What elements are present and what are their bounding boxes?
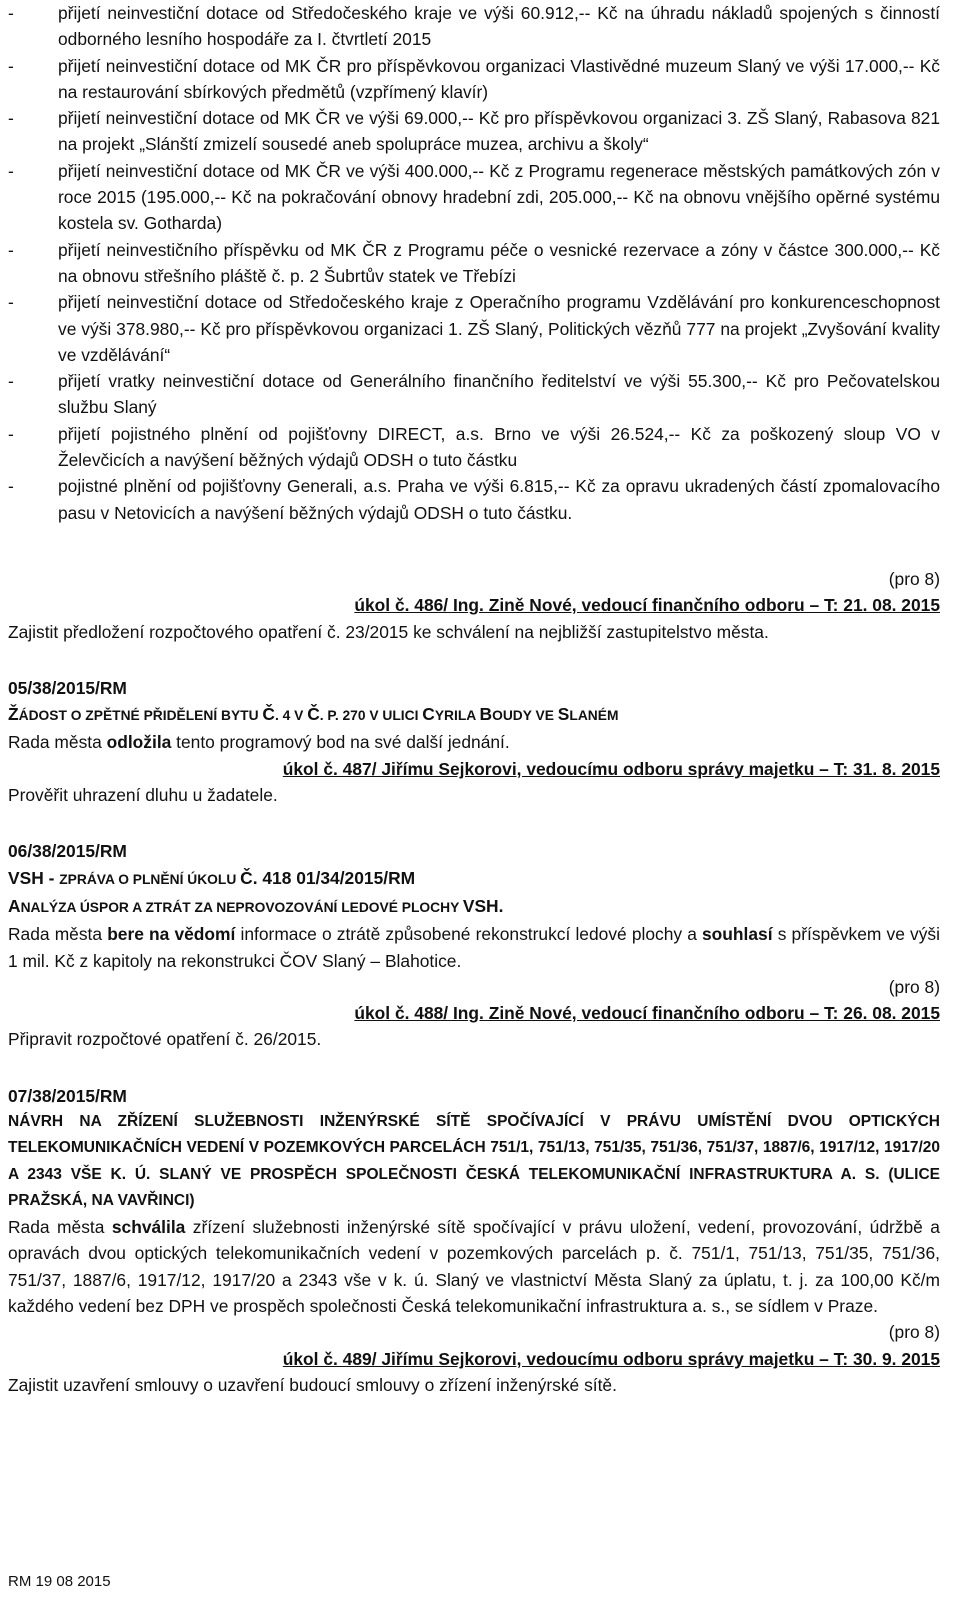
item-title: VSH - ZPRÁVA O PLNĚNÍ ÚKOLU Č. 418 01/34/2015/RM	[8, 867, 416, 888]
task-text: Připravit rozpočtové opatření č. 26/2015.	[8, 1029, 322, 1050]
task-assignment: úkol č. 489/ Jiřímu Sejkorovi, vedoucímu odboru správy majetku – T: 30. 9. 2015	[282, 1348, 940, 1369]
item-number: 06/38/2015/RM	[8, 841, 127, 862]
vote-count: (pro 8)	[888, 568, 940, 589]
task-text: Prověřit uhrazení dluhu u žadatele.	[8, 785, 278, 806]
task-assignment: úkol č. 487/ Jiřímu Sejkorovi, vedoucímu odboru správy majetku – T: 31. 8. 2015	[282, 758, 940, 779]
list-item: - přijetí neinvestičního příspěvku od MK ČR z Programu péče o vesnické rezervace a zóny v částce 300.000,-- Kč na obnovu střešního pláště č. p. 2 Šubrtův statek ve Třebízi	[8, 239, 940, 286]
item-subtitle: ANALÝZA ÚSPOR A ZTRÁT ZA NEPROVOZOVÁNÍ LEDOVÉ PLOCHY VSH.	[8, 895, 504, 916]
list-item: - přijetí pojistného plnění od pojišťovny DIRECT, a.s. Brno ve výši 26.524,-- Kč za poškozený sloup VO v Želevčicích a navýšení běžných výdajů ODSH o tuto částku	[8, 423, 940, 471]
vote-count: (pro 8)	[888, 1322, 940, 1343]
task-assignment: úkol č. 486/ Ing. Zině Nové, vedoucí finančního odboru – T: 21. 08. 2015	[354, 595, 940, 616]
item-body: Rada města odložila tento programový bod na své další jednání.	[8, 732, 510, 753]
page-footer: RM 19 08 2015	[8, 1573, 111, 1590]
list-item: - pojistné plnění od pojišťovny Generali, a.s. Praha ve výši 6.815,-- Kč za opravu ukradených částí zpomalovacího pasu v Netovicích a navýšení běžných výdajů ODSH o tuto částku.	[8, 476, 940, 523]
list-item: - přijetí vratky neinvestiční dotace od Generálního finančního ředitelství ve výši 55.300,-- Kč pro Pečovatelskou službu Slaný	[8, 371, 940, 418]
list-item: - přijetí neinvestiční dotace od MK ČR pro příspěvkovou organizaci Vlastivědné muzeum Slaný ve výši 17.000,-- Kč na restaurování sbírkových předmětů (vzpřímený klavír)	[8, 55, 940, 102]
document-page	[8, 0, 940, 1398]
task-text: Zajistit uzavření smlouvy o uzavření budoucí smlouvy o zřízení inženýrské sítě.	[8, 1374, 617, 1395]
list-item: - přijetí neinvestiční dotace od MK ČR ve výši 400.000,-- Kč z Programu regenerace městských památkových zón v roce 2015 (195.000,-- Kč na pokračování obnovy hradební zdi, 205.000,-- Kč na obnovu vnějšího opěrné systému kostela sv. Gotharda)	[8, 160, 940, 234]
item-title: ŽÁDOST O ZPĚTNÉ PŘIDĚLENÍ BYTU Č. 4 V Č. P. 270 V ULICI CYRILA BOUDY VE SLANÉM	[8, 704, 619, 725]
item-number: 05/38/2015/RM	[8, 677, 127, 698]
list-item: - přijetí neinvestiční dotace od Středočeského kraje z Operačního programu Vzdělávání pro konkurenceschopnost ve výši 378.980,-- Kč pro příspěvkovou organizaci 1. ZŠ Slaný, Politických vězňů 777 na projekt „Zvyšování kvality ve vzdělávání“	[8, 292, 940, 365]
task-text: Zajistit předložení rozpočtového opatření č. 23/2015 ke schválení na nejbližší zastupitelstvo města.	[8, 621, 769, 642]
item-body: Rada města schválila zřízení služebnosti inženýrské sítě spočívající v právu uložení, vedení, provozování, údržbě a opravách dvou optických telekomunikačních vedení v pozemkových parcelách p. č. 751/1, 751/13, 751/35, 751/36, 751/37, 1887/6, 1917/12, 1917/20 a 2343 vše v k. ú. Slaný ve vlastnictví Města Slaný za úplatu, t. j. za 100,00 Kč/m každého vedení bez DPH ve prospěch společnosti Česká telekomunikační infrastruktura a. s., se sídlem v Praze.	[8, 1217, 940, 1317]
item-title: NÁVRH NA ZŘÍZENÍ SLUŽEBNOSTI INŽENÝRSKÉ SÍTĚ SPOČÍVAJÍCÍ V PRÁVU UMÍSTĚNÍ DVOU OPTICKÝCH TELEKOMUNIKAČNÍCH VEDENÍ V POZEMKOVÝCH PARCELÁCH 751/1, 751/13, 751/35, 751/36, 751/37, 1887/6, 1917/12, 1917/20 A 2343 VŠE K. Ú. SLANÝ VE PROSPĚCH SPOLEČNOSTI ČESKÁ TELEKOMUNIKAČNÍ INFRASTRUKTURA A. S. (ULICE PRAŽSKÁ, NA VAVŘINCI)	[8, 1112, 940, 1209]
list-item: - přijetí neinvestiční dotace od MK ČR ve výši 69.000,-- Kč pro příspěvkovou organizaci 3. ZŠ Slaný, Rabasova 821 na projekt „Slánští zmizelí sousedé aneb spolupráce muzea, archivu a školy“	[8, 108, 940, 155]
list-item: - přijetí neinvestiční dotace od Středočeského kraje ve výši 60.912,-- Kč na úhradu nákladů spojených s činností odborného lesního hospodáře za I. čtvrtletí 2015	[8, 3, 940, 50]
item-number: 07/38/2015/RM	[8, 1085, 127, 1106]
task-assignment: úkol č. 488/ Ing. Zině Nové, vedoucí finančního odboru – T: 26. 08. 2015	[354, 1003, 940, 1024]
vote-count: (pro 8)	[888, 976, 940, 997]
item-body: Rada města bere na vědomí informace o ztrátě způsobené rekonstrukcí ledové plochy a souhlasí s příspěvkem ve výši 1 mil. Kč z kapitoly na rekonstrukci ČOV Slaný – Blahotice.	[8, 924, 940, 971]
